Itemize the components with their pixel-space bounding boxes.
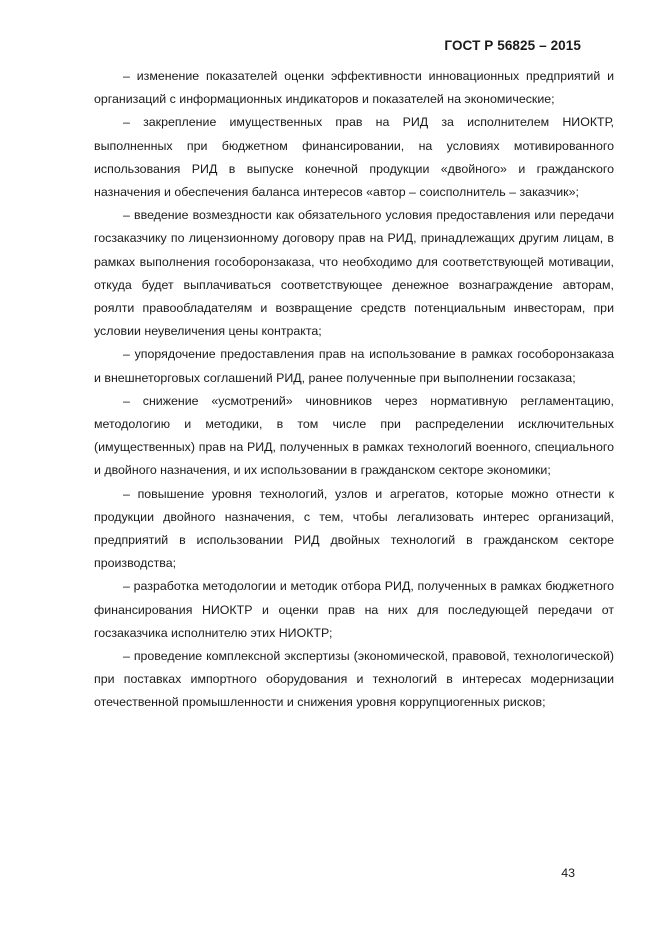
paragraph: – изменение показателей оценки эффективности инновационных предприятий и организаций с информационных индикаторов и показателей на экономические;	[94, 69, 614, 107]
paragraph: – введение возмездности как обязательного условия предоставления или передачи госзаказчику по лицензионному договору прав на РИД, принадлежащих другим лицам, в рамках выполнения гособоронзаказа, что необходимо для соответствующей мотивации, откуда будет выплачиваться соответствующее денежное вознаграждение авторам, роялти правообладателям и возвращение средств потенциальным инвесторам, при условии неувеличения цены контракта;	[94, 208, 614, 339]
document-header: ГОСТ Р 56825 – 2015	[444, 38, 581, 53]
paragraph: – закрепление имущественных прав на РИД за исполнителем НИОКТР, выполненных при бюджетном финансировании, на условиях мотивированного использования РИД в выпуске конечной продукции «двойного» и гражданского назначения и обеспечения баланса интересов «автор – соисполнитель – заказчик»;	[94, 115, 614, 200]
paragraph: – снижение «усмотрений» чиновников через нормативную регламентацию, методологию и методики, в том числе при распределении исключительных (имущественных) прав на РИД, полученных в рамках технологий военного, специального и двойного назначения, и их использовании в гражданском секторе экономики;	[94, 393, 614, 478]
paragraph: – проведение комплексной экспертизы (экономической, правовой, технологической) при поставках импортного оборудования и технологий в интересах модернизации отечественной промышленности и снижения уровня коррупциогенных рисков;	[94, 649, 614, 710]
page-number: 43	[561, 866, 575, 880]
paragraph: – упорядочение предоставления прав на использование в рамках гособоронзаказа и внешнеторговых соглашений РИД, ранее полученные при выполнении госзаказа;	[94, 347, 614, 385]
paragraph: – повышение уровня технологий, узлов и агрегатов, которые можно отнести к продукции двойного назначения, с тем, чтобы легализовать интерес организаций, предприятий в использовании РИД двойных технологий в гражданском секторе производства;	[94, 486, 614, 571]
paragraph: – разработка методологии и методик отбора РИД, полученных в рамках бюджетного финансирования НИОКТР и оценки прав на них для последующей передачи от госзаказчика исполнителю этих НИОКТР;	[94, 579, 614, 640]
document-body	[94, 65, 614, 715]
